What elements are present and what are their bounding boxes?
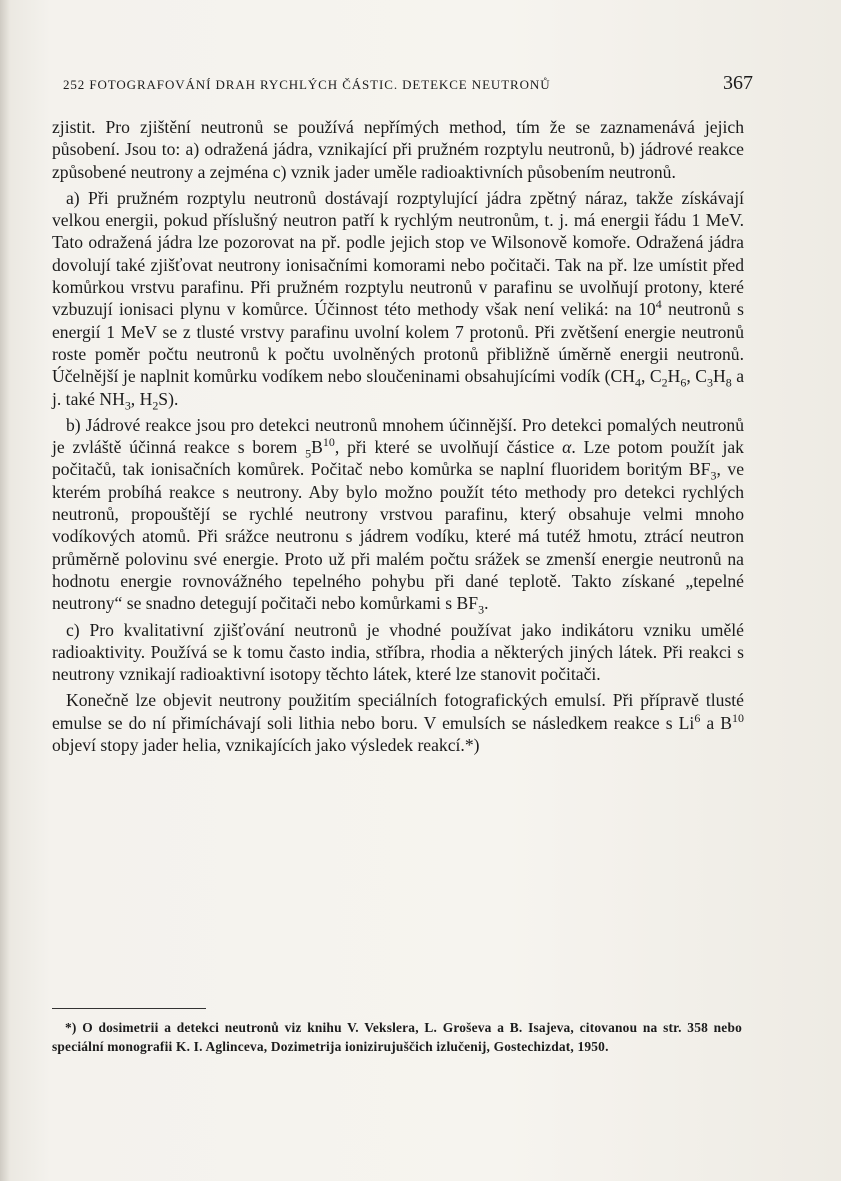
formula-hydrogen-sulfide: $H_2S$). <box>139 388 179 413</box>
paragraph-a-text-1: a) Při pružném rozptylu neutronů dostávají rozptylující jádra zpětný náraz, takže získávají velkou energii, pokud příslušný neutron patří k rychlým neutronům, t. j. má energii řádu 1 MeV. Tato odražená jádra lze pozorovat na př. podle jejich stop ve Wilsonově komoře. Odražená jádra dovolují také zjišťovat neutrony ionisačními komorami nebo počitači. Tak na př. lze umístit před komůrkou vrstvu parafinu. Při pružném rozptylu neutronů v parafinu se uvolňují protony, které vzbuzují ionisaci plynu v komůrce. Účinnost této methody však není veliká: na 10 <box>52 187 744 320</box>
running-head: 252 FOTOGRAFOVÁNÍ DRAH RYCHLÝCH ČÁSTIC. DETEKCE NEUTRONŮ <box>63 77 551 92</box>
paragraph-emulsions-text-2: a B <box>700 712 733 733</box>
page-header <box>63 72 753 95</box>
formula-ammonia: $NH_3$ <box>99 388 131 413</box>
paragraph-intro-text: zjistit. Pro zjištění neutronů se používá nepřímých method, tím že se zaznamenává jejich působení. Jsou to: a) odražená jádra, vznikající při pružném rozptylu neutronů, b) jádrové reakce způsobené neutrony a zejména c) vznik jader uměle radioaktivních působením neutronů. <box>52 117 744 182</box>
formula-propane: $C_3H_8$ <box>695 366 732 390</box>
paragraph-b-text-3: . Lze potom použít jak počitačů, tak ionisačních komůrek. Počitač nebo komůrka se naplní fluoridem boritým BF <box>52 437 744 480</box>
paragraph-c-text: c) Pro kvalitativní zjišťování neutronů je vhodné používat jako indikátoru vzniku umělé radioaktivity. Používá se k tomu často india, stříbra, rhodia a některých jiných látek. Při reakci s neutrony vznikají radioaktivní isotopy těchto látek, které lze stanovit počitači. <box>52 619 744 685</box>
formula-ethane: $C_2H_6$ <box>649 366 687 390</box>
paragraph-emulsions-text-3: objeví stopy jader helia, vznikajících jako výsledek reakcí.*) <box>52 735 480 756</box>
paragraph-a-text-2: neutronů s energií 1 MeV se z tlusté vrstvy parafinu uvolní kolem 7 protonů. Při zvětšení energie neutronů roste poměr počtu neutronů k počtu uvolněných protonů přibližně úměrně energii neutronů. Účelnější je naplnit komůrku vodíkem nebo sloučeninami obsahujícími vodík ( <box>52 299 744 387</box>
alpha-symbol: α <box>562 437 572 458</box>
paragraph-emulsions-text-1: Konečně lze objevit neutrony použitím speciálních fotografických emulsí. Při přípravě tlusté emulse se do ní přimíchávají soli lithia nebo boru. V emulsích se následkem reakce s Li <box>52 690 744 733</box>
boron-mass-number: 10 <box>322 435 335 450</box>
paragraph-intro <box>52 116 744 183</box>
boron-atomic-number: 5 <box>305 446 312 461</box>
lithium-mass-number: 6 <box>694 710 701 725</box>
paragraph-b-text-2: , při které se uvolňují částice <box>334 437 563 458</box>
bf3-subscript: 3 <box>710 468 717 483</box>
paragraph-a: a) Při pružném rozptylu neutronů dostávají rozptylující jádra zpětný náraz, takže získávají velkou energii, pokud příslušný neutron patří k rychlým neutronům, t. j. má energii řádu 1 MeV. Tato odražená jádra lze pozorovat na př. podle jejich stop ve Wilsonově komoře. Odražená jádra dovolují také zjišťovat neutrony ionisačními komorami nebo počitači. Tak na př. lze umístit před komůrkou vrstvu parafinu. Při pružném rozptylu neutronů v parafinu se uvolňují protony, které vzbuzují ionisaci plynu v komůrce. Účinnost této methody však není veliká: na $10^4$ neutronů s energií 1 MeV se z tlusté vrstvy parafinu uvolní kolem 7 protonů. Při zvětšení energie neutronů roste poměr počtu neutronů k počtu uvolněných protonů přibližně úměrně energii neutronů. Účelnější je naplnit komůrku vodíkem nebo sloučeninami obsahujícími vodík ($CH_4$, $C_2H_6$, $C_3H_8$ a j. také $NH_3$, $H_2S$). <box>52 187 745 413</box>
paragraph-a-text-3: a j. také <box>52 366 745 409</box>
formula-methane: $CH_4$ <box>610 366 641 390</box>
page-spine-shadow <box>0 0 10 1181</box>
footnote: *) O dosimetrii a detekci neutronů viz knihu V. Vekslera, L. Groševa a B. Isajeva, citovanou na str. 358 nebo speciální monografii K. I. Aglinceva, Dozimetrija ionizirujuščich izlučenij, Gostechizdat, 1950. <box>52 1020 742 1054</box>
boron-mass-number-2: 10 <box>732 710 744 725</box>
footnote-rule <box>52 1008 206 1009</box>
paragraph-b-text-4: , ve kterém probíhá reakce s neutrony. Aby bylo možno použít této methody pro detekci rychlých neutronů, propouštějí se rychlé neutrony vrstvou parafinu, který obsahuje velmi mnoho vodíkových atomů. Při srážce neutronu s jádrem vodíku, které má tutéž hmotu, ztrácí neutron průměrně polovinu své energie. Proto už při malém počtu srážek se zmenší energie neutronů na hodnotu energie rovnovážného tepelného pohybu při dané teplotě. Takto získané „tepelné neutrony“ se snadno detegují počitači nebo komůrkami s BF <box>52 459 744 614</box>
exponent: 4 <box>655 297 662 312</box>
paragraph-b-text-1: b) Jádrové reakce jsou pro detekci neutronů mnohem účinnější. Pro detekci pomalých neutronů je zvláště účinná reakce s borem <box>52 414 744 458</box>
bf3-subscript-2: 3 <box>478 602 485 617</box>
page-number: 367 <box>723 72 753 94</box>
body-text <box>52 116 744 756</box>
paragraph-c <box>52 619 744 686</box>
paragraph-b: b) Jádrové reakce jsou pro detekci neutronů mnohem účinnější. Pro detekci pomalých neutronů je zvláště účinná reakce s borem $_5B^{10}$, při které se uvolňují částice α. Lze potom použít jak počitačů, tak ionisačních komůrek. Počitač nebo komůrka se naplní fluoridem boritým $BF_3$, ve kterém probíhá reakce s neutrony. Aby bylo možno použít této methody pro detekci rychlých neutronů, propouštějí se rychlé neutrony vrstvou parafinu, který obsahuje velmi mnoho vodíkových atomů. Při srážce neutronu s jádrem vodíku, které má tutéž hmotu, ztrácí neutron průměrně polovinu své energie. Proto už při malém počtu srážek se zmenší energie neutronů na hodnotu energie rovnovážného tepelného pohybu při dané teplotě. Takto získané „tepelné neutrony“ se snadno detegují počitači nebo komůrkami s $BF_3$. <box>52 414 744 617</box>
boron-symbol: B <box>311 437 323 458</box>
paragraph-emulsions <box>52 689 744 756</box>
